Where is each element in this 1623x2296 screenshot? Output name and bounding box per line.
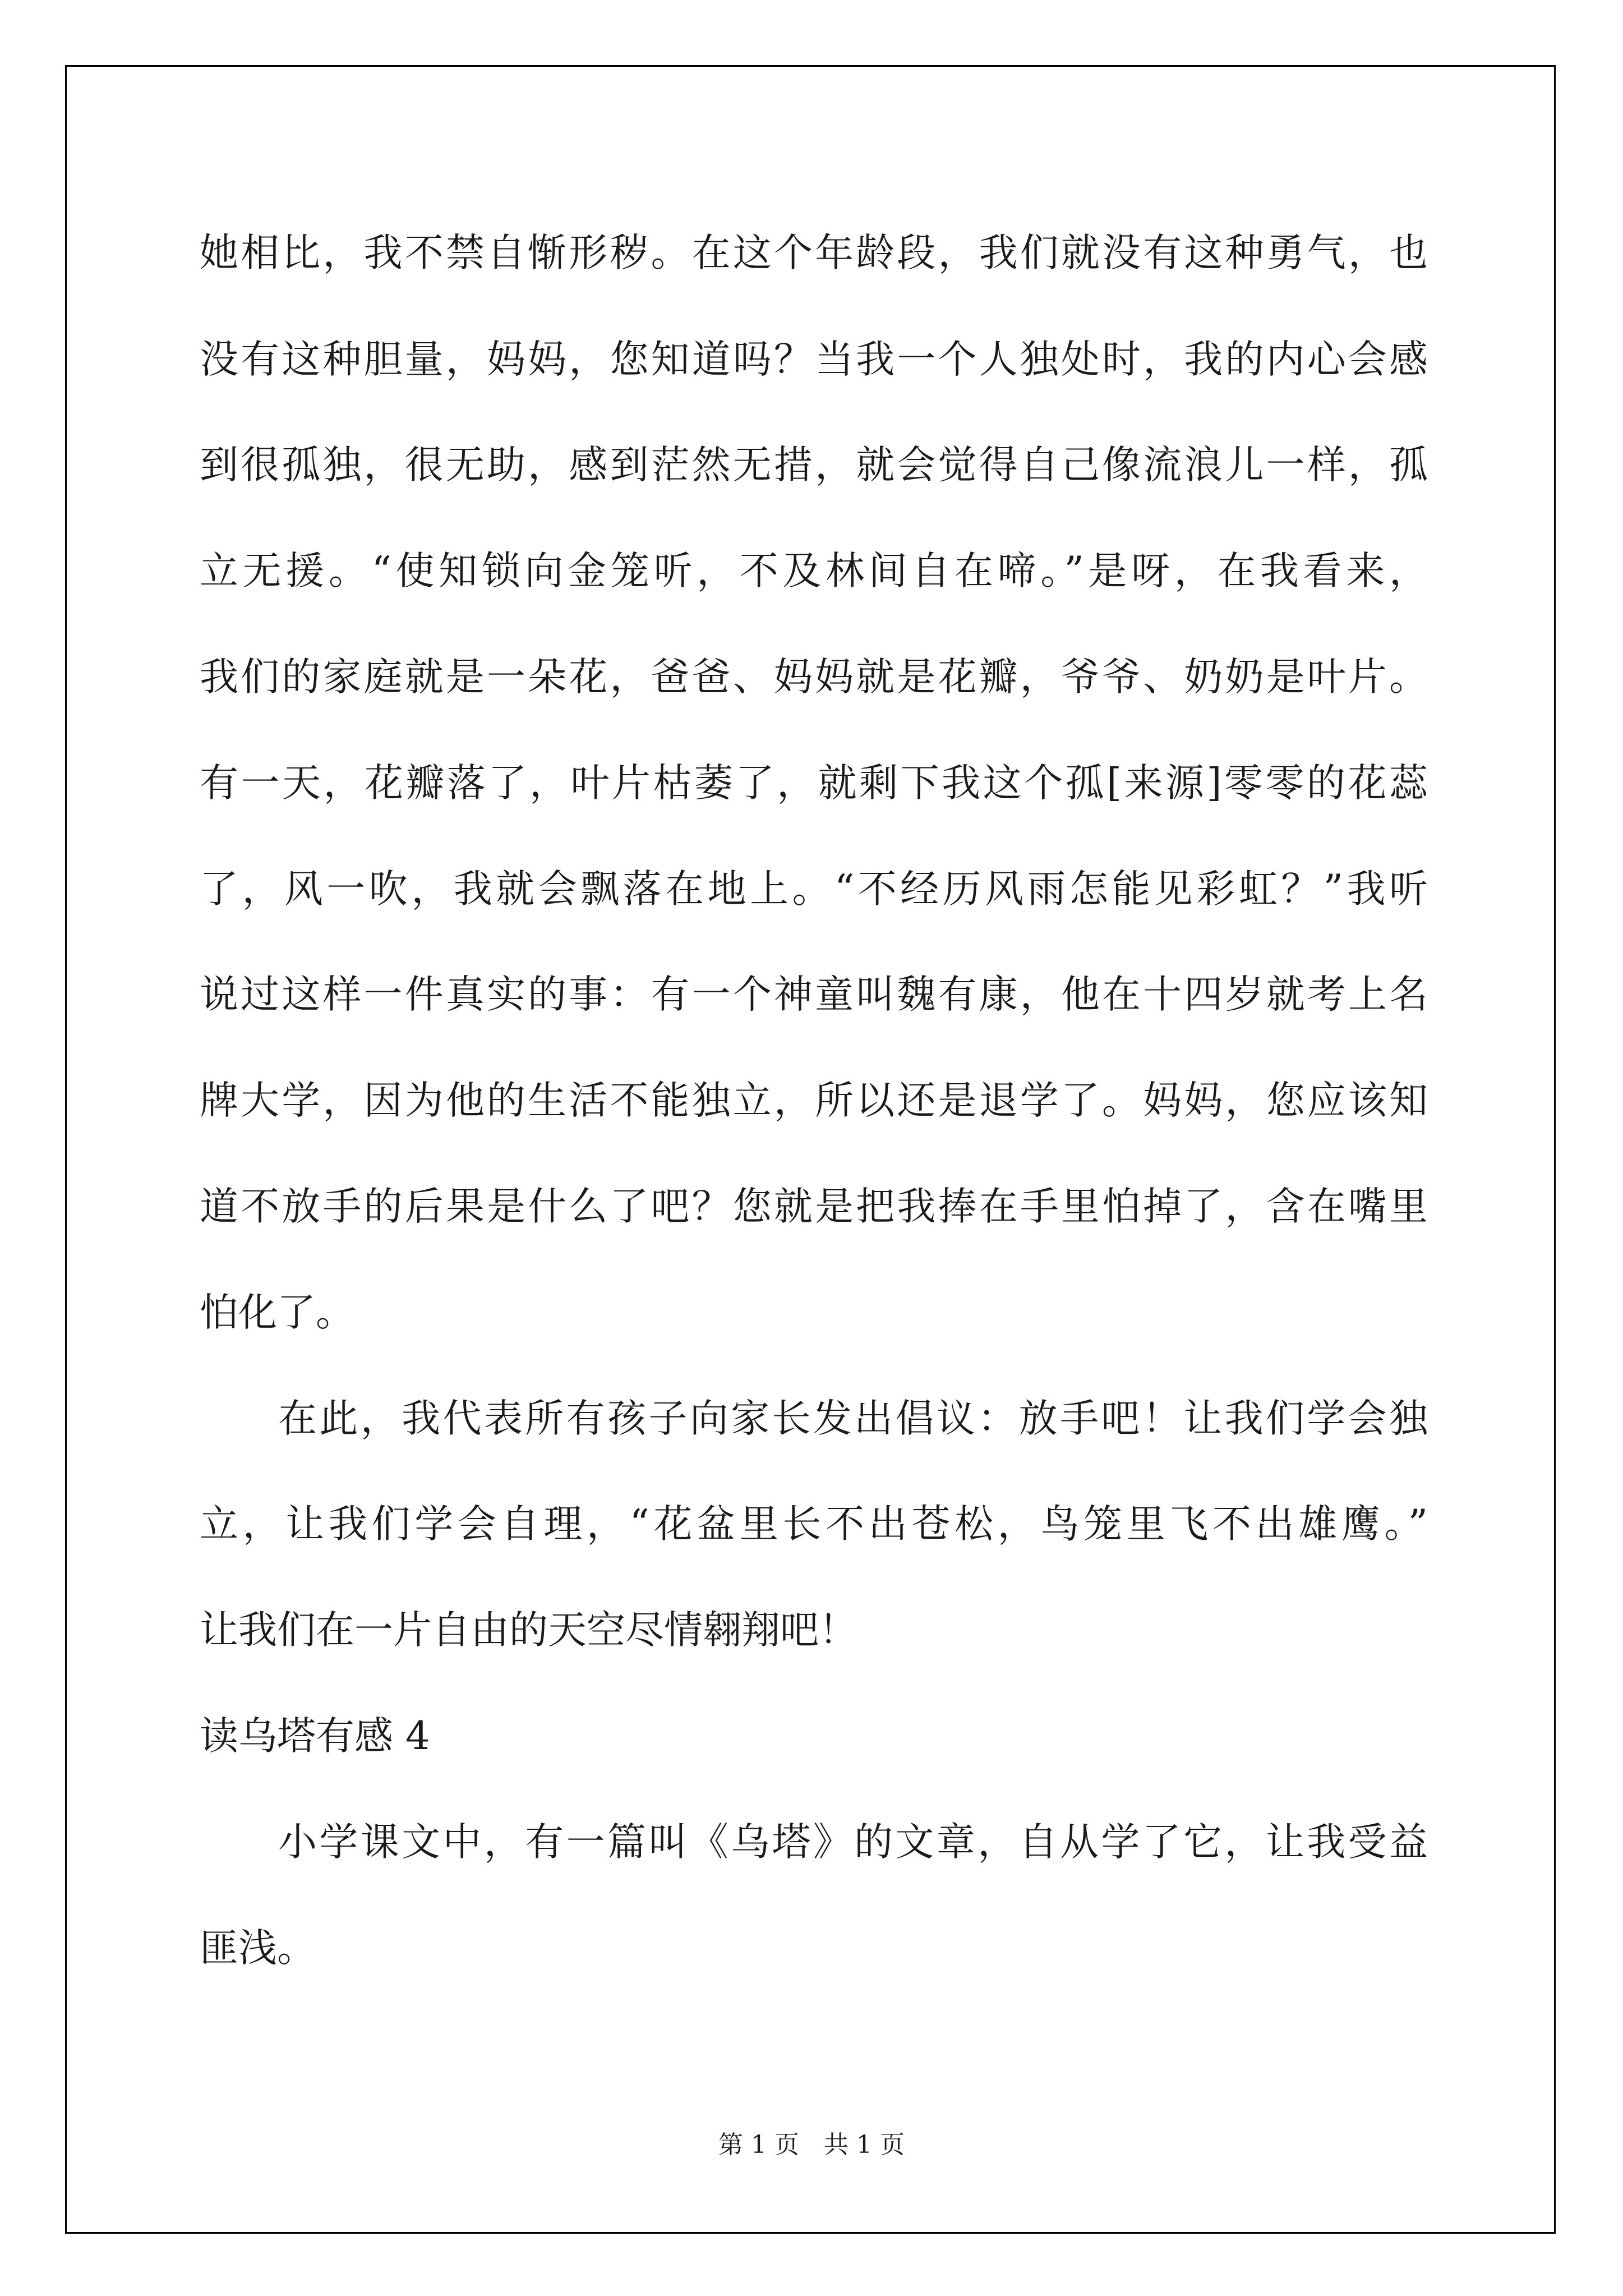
text-line: 有一天，花瓣落了，叶片枯萎了，就剩下我这个孤[来源]零零的花蕊 [200,761,1428,806]
text-line: 我们的家庭就是一朵花，爸爸、妈妈就是花瓣，爷爷、奶奶是叶片。 [200,655,1428,700]
text-line: 怕化了。 [200,1290,354,1335]
text-line: 牌大学，因为他的生活不能独立，所以还是退学了。妈妈，您应该知 [200,1078,1428,1123]
text-line: 没有这种胆量，妈妈，您知道吗？当我一个人独处时，我的内心会感 [200,337,1428,382]
section-heading: 读乌塔有感 4 [200,1714,430,1759]
text-line: 立，让我们学会自理，“花盆里长不出苍松，鸟笼里飞不出雄鹰。” [200,1502,1428,1547]
text-line: 到很孤独，很无助，感到茫然无措，就会觉得自己像流浪儿一样，孤 [200,443,1428,487]
page-border [65,65,1556,2234]
page-footer: 第 1 页 共 1 页 [718,2131,905,2159]
text-line: 匪浅。 [200,1926,316,1971]
text-line: 说过这样一件真实的事：有一个神童叫魏有康，他在十四岁就考上名 [200,972,1428,1017]
paragraph-first-line: 小学课文中，有一篇叫《乌塔》的文章，自从学了它，让我受益 [278,1820,1428,1865]
text-line: 了，风一吹，我就会飘落在地上。“不经历风雨怎能见彩虹？”我听 [200,867,1428,912]
paragraph-first-line: 在此，我代表所有孩子向家长发出倡议：放手吧！让我们学会独 [278,1396,1428,1441]
text-line: 道不放手的后果是什么了吧？您就是把我捧在手里怕掉了，含在嘴里 [200,1184,1428,1229]
text-line: 立无援。“使知锁向金笼听，不及林间自在啼。”是呀，在我看来， [200,549,1428,593]
text-line: 她相比，我不禁自惭形秽。在这个年龄段，我们就没有这种勇气，也 [200,231,1428,275]
text-line: 让我们在一片自由的天空尽情翱翔吧！ [200,1608,857,1653]
